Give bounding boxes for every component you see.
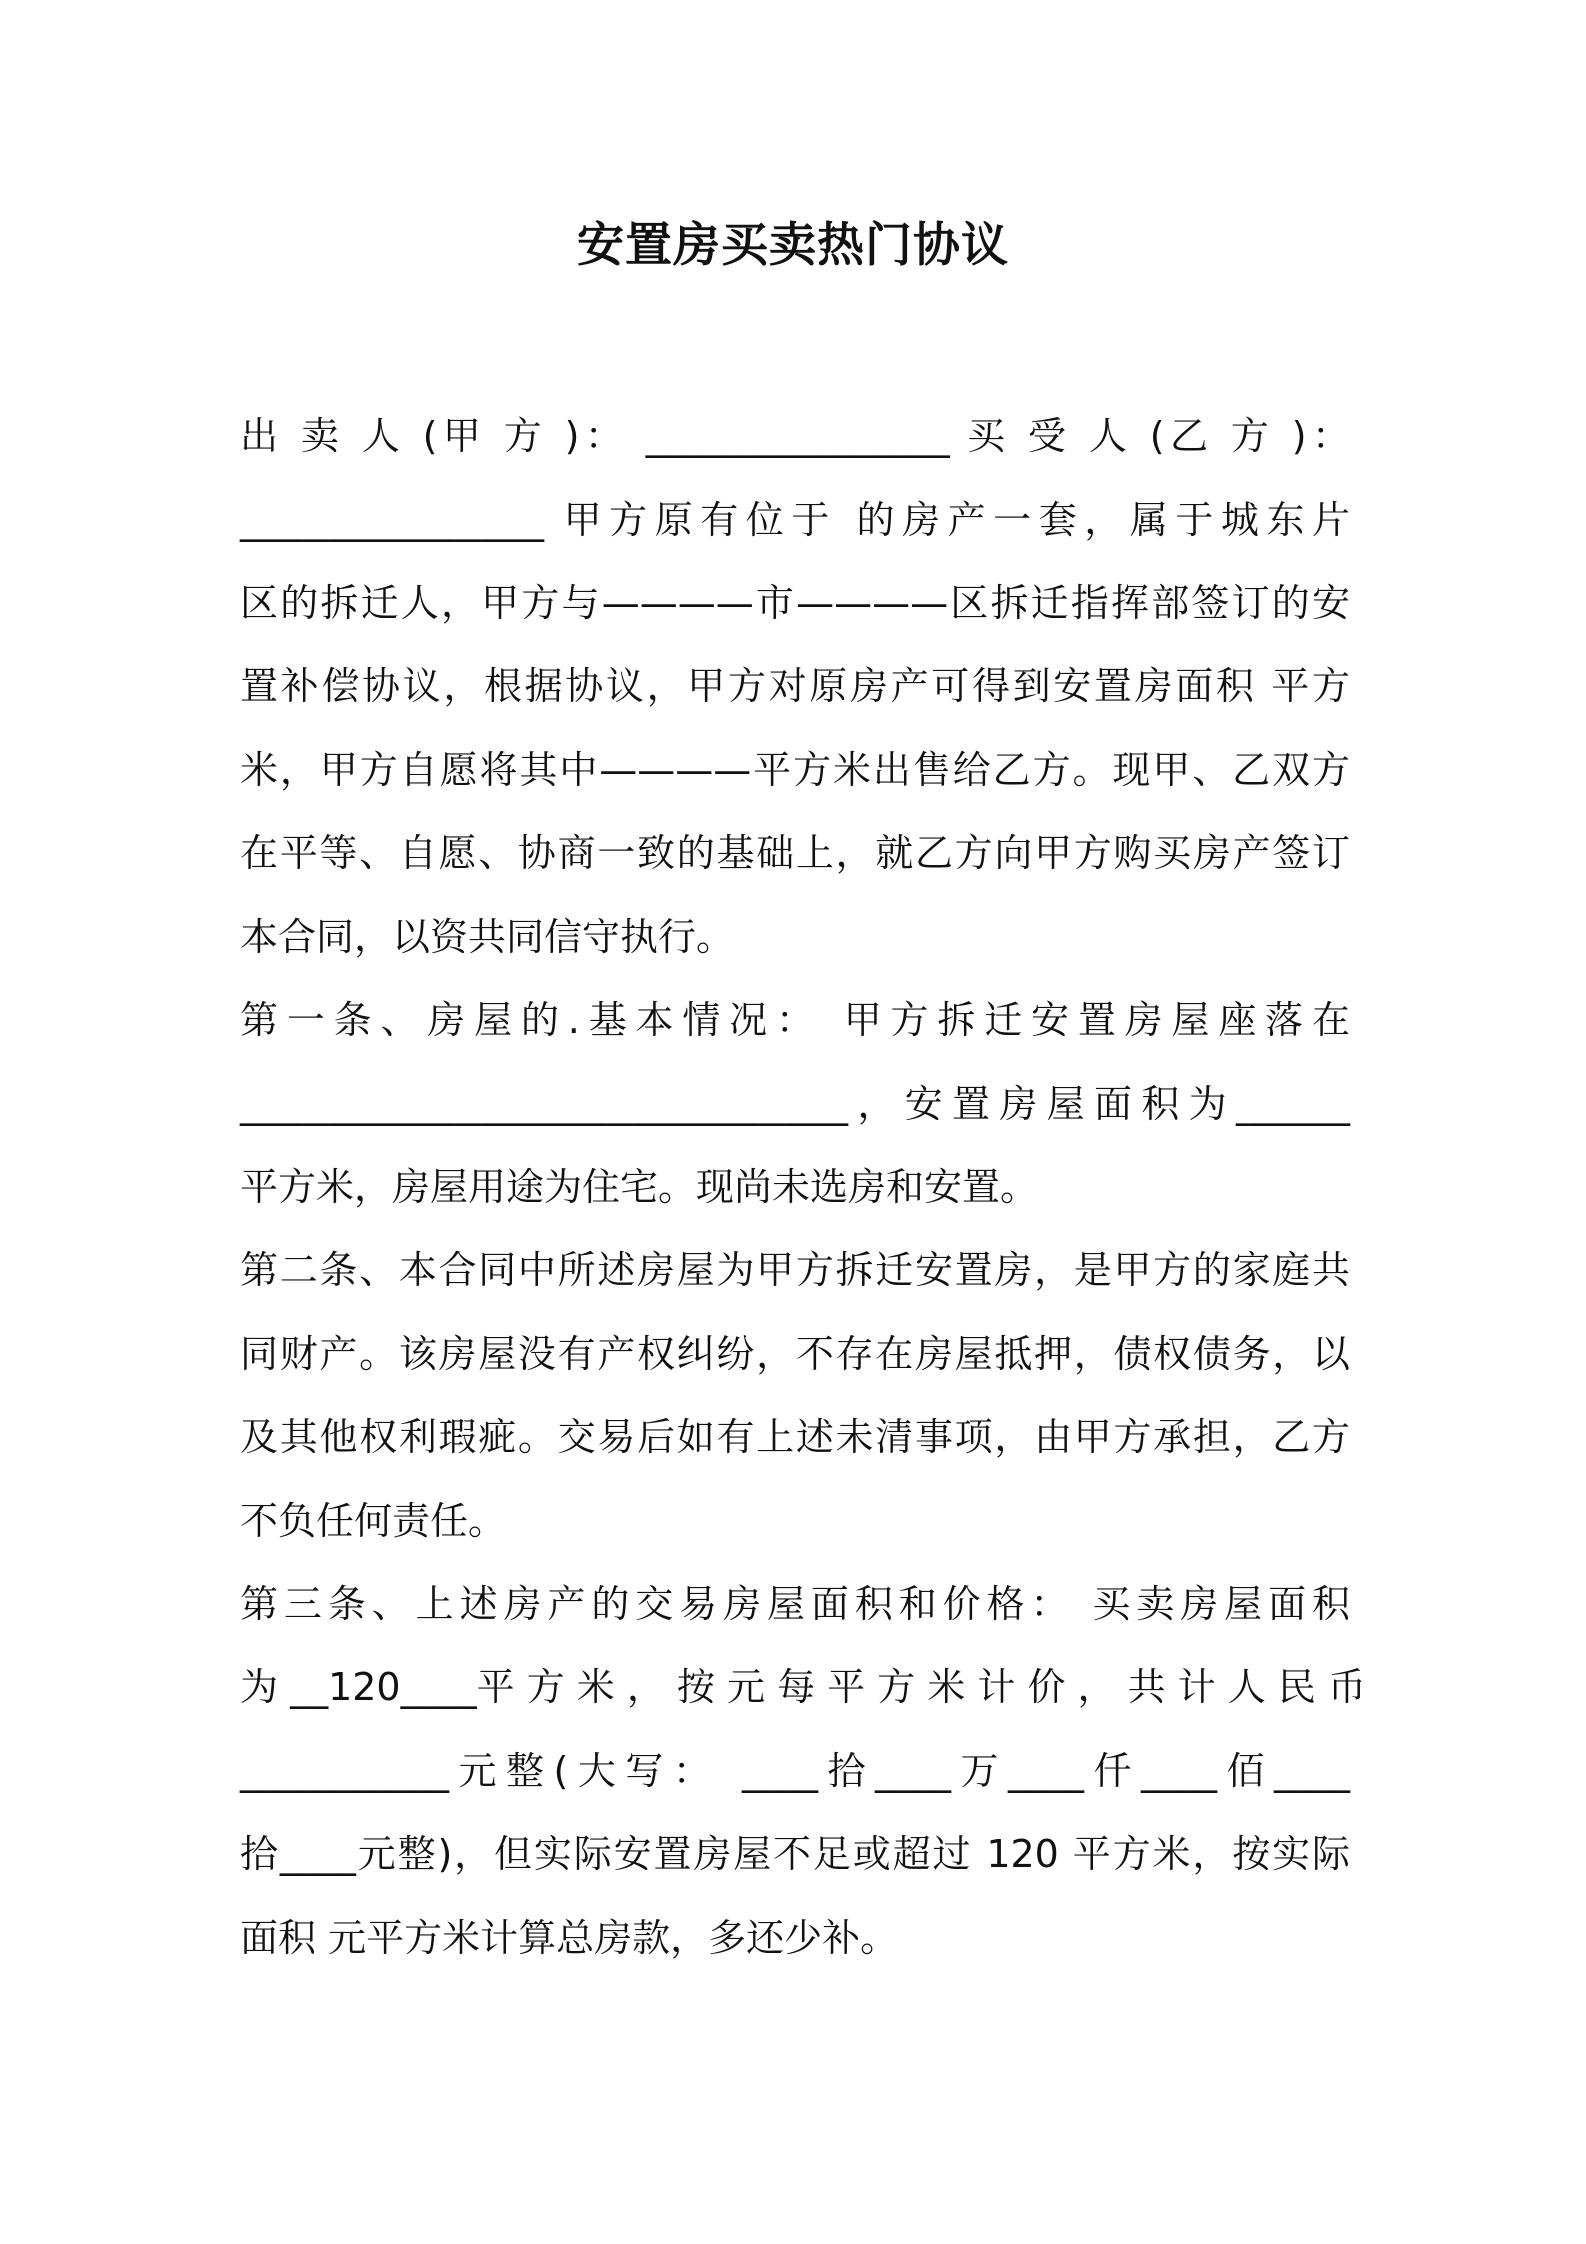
line-7: 本合同，以资共同信守执行。 bbox=[240, 915, 735, 959]
article-3-heading: 第三条、上述房产的交易房屋面积和价格： 买卖房屋面积 bbox=[240, 1582, 1350, 1626]
article-1-line-2: ________________________________，安置房屋面积为______ bbox=[240, 1082, 1350, 1126]
line-parties: 出 卖 人 (甲 方 )： ________________ 买 受 人 (乙 方 )： bbox=[240, 414, 1350, 458]
article-1-heading: 第一条、房屋的.基本情况： 甲方拆迁安置房屋座落在 bbox=[240, 998, 1350, 1042]
line-2: ________________ 甲方原有位于 的房产一套，属于城东片 bbox=[240, 498, 1350, 542]
article-2-line-4: 不负任何责任。 bbox=[240, 1499, 507, 1543]
article-1-line-3: 平方米，房屋用途为住宅。现尚未选房和安置。 bbox=[240, 1165, 1039, 1209]
line-5: 米，甲方自愿将其中————平方米出售给乙方。现甲、乙双方 bbox=[240, 748, 1350, 792]
article-2-line-3: 及其他权利瑕疵。交易后如有上述未清事项，由甲方承担，乙方 bbox=[240, 1415, 1350, 1459]
article-2-line-1: 第二条、本合同中所述房屋为甲方拆迁安置房，是甲方的家庭共 bbox=[240, 1248, 1350, 1292]
article-3-line-3: ___________元整(大写： ____拾____万____仟____佰____ bbox=[240, 1749, 1350, 1793]
document-title: 安置房买卖热门协议 bbox=[577, 218, 1009, 273]
line-3: 区的拆迁人，甲方与————市————区拆迁指挥部签订的安 bbox=[240, 581, 1350, 625]
article-3-line-4: 拾____元整)，但实际安置房屋不足或超过 120 平方米，按实际 bbox=[240, 1832, 1350, 1876]
article-2-line-2: 同财产。该房屋没有产权纠纷，不存在房屋抵押，债权债务，以 bbox=[240, 1332, 1350, 1376]
article-3-line-2: 为 __120____平 方 米 ， 按 元 每 平 方 米 计 价 ， 共 计 人 民 币 bbox=[240, 1665, 1366, 1709]
line-4: 置补偿协议，根据协议，甲方对原房产可得到安置房面积 平方 bbox=[240, 664, 1350, 708]
article-3-line-5: 面积 元平方米计算总房款，多还少补。 bbox=[240, 1916, 899, 1960]
line-6: 在平等、自愿、协商一致的基础上，就乙方向甲方购买房产签订 bbox=[240, 831, 1350, 875]
